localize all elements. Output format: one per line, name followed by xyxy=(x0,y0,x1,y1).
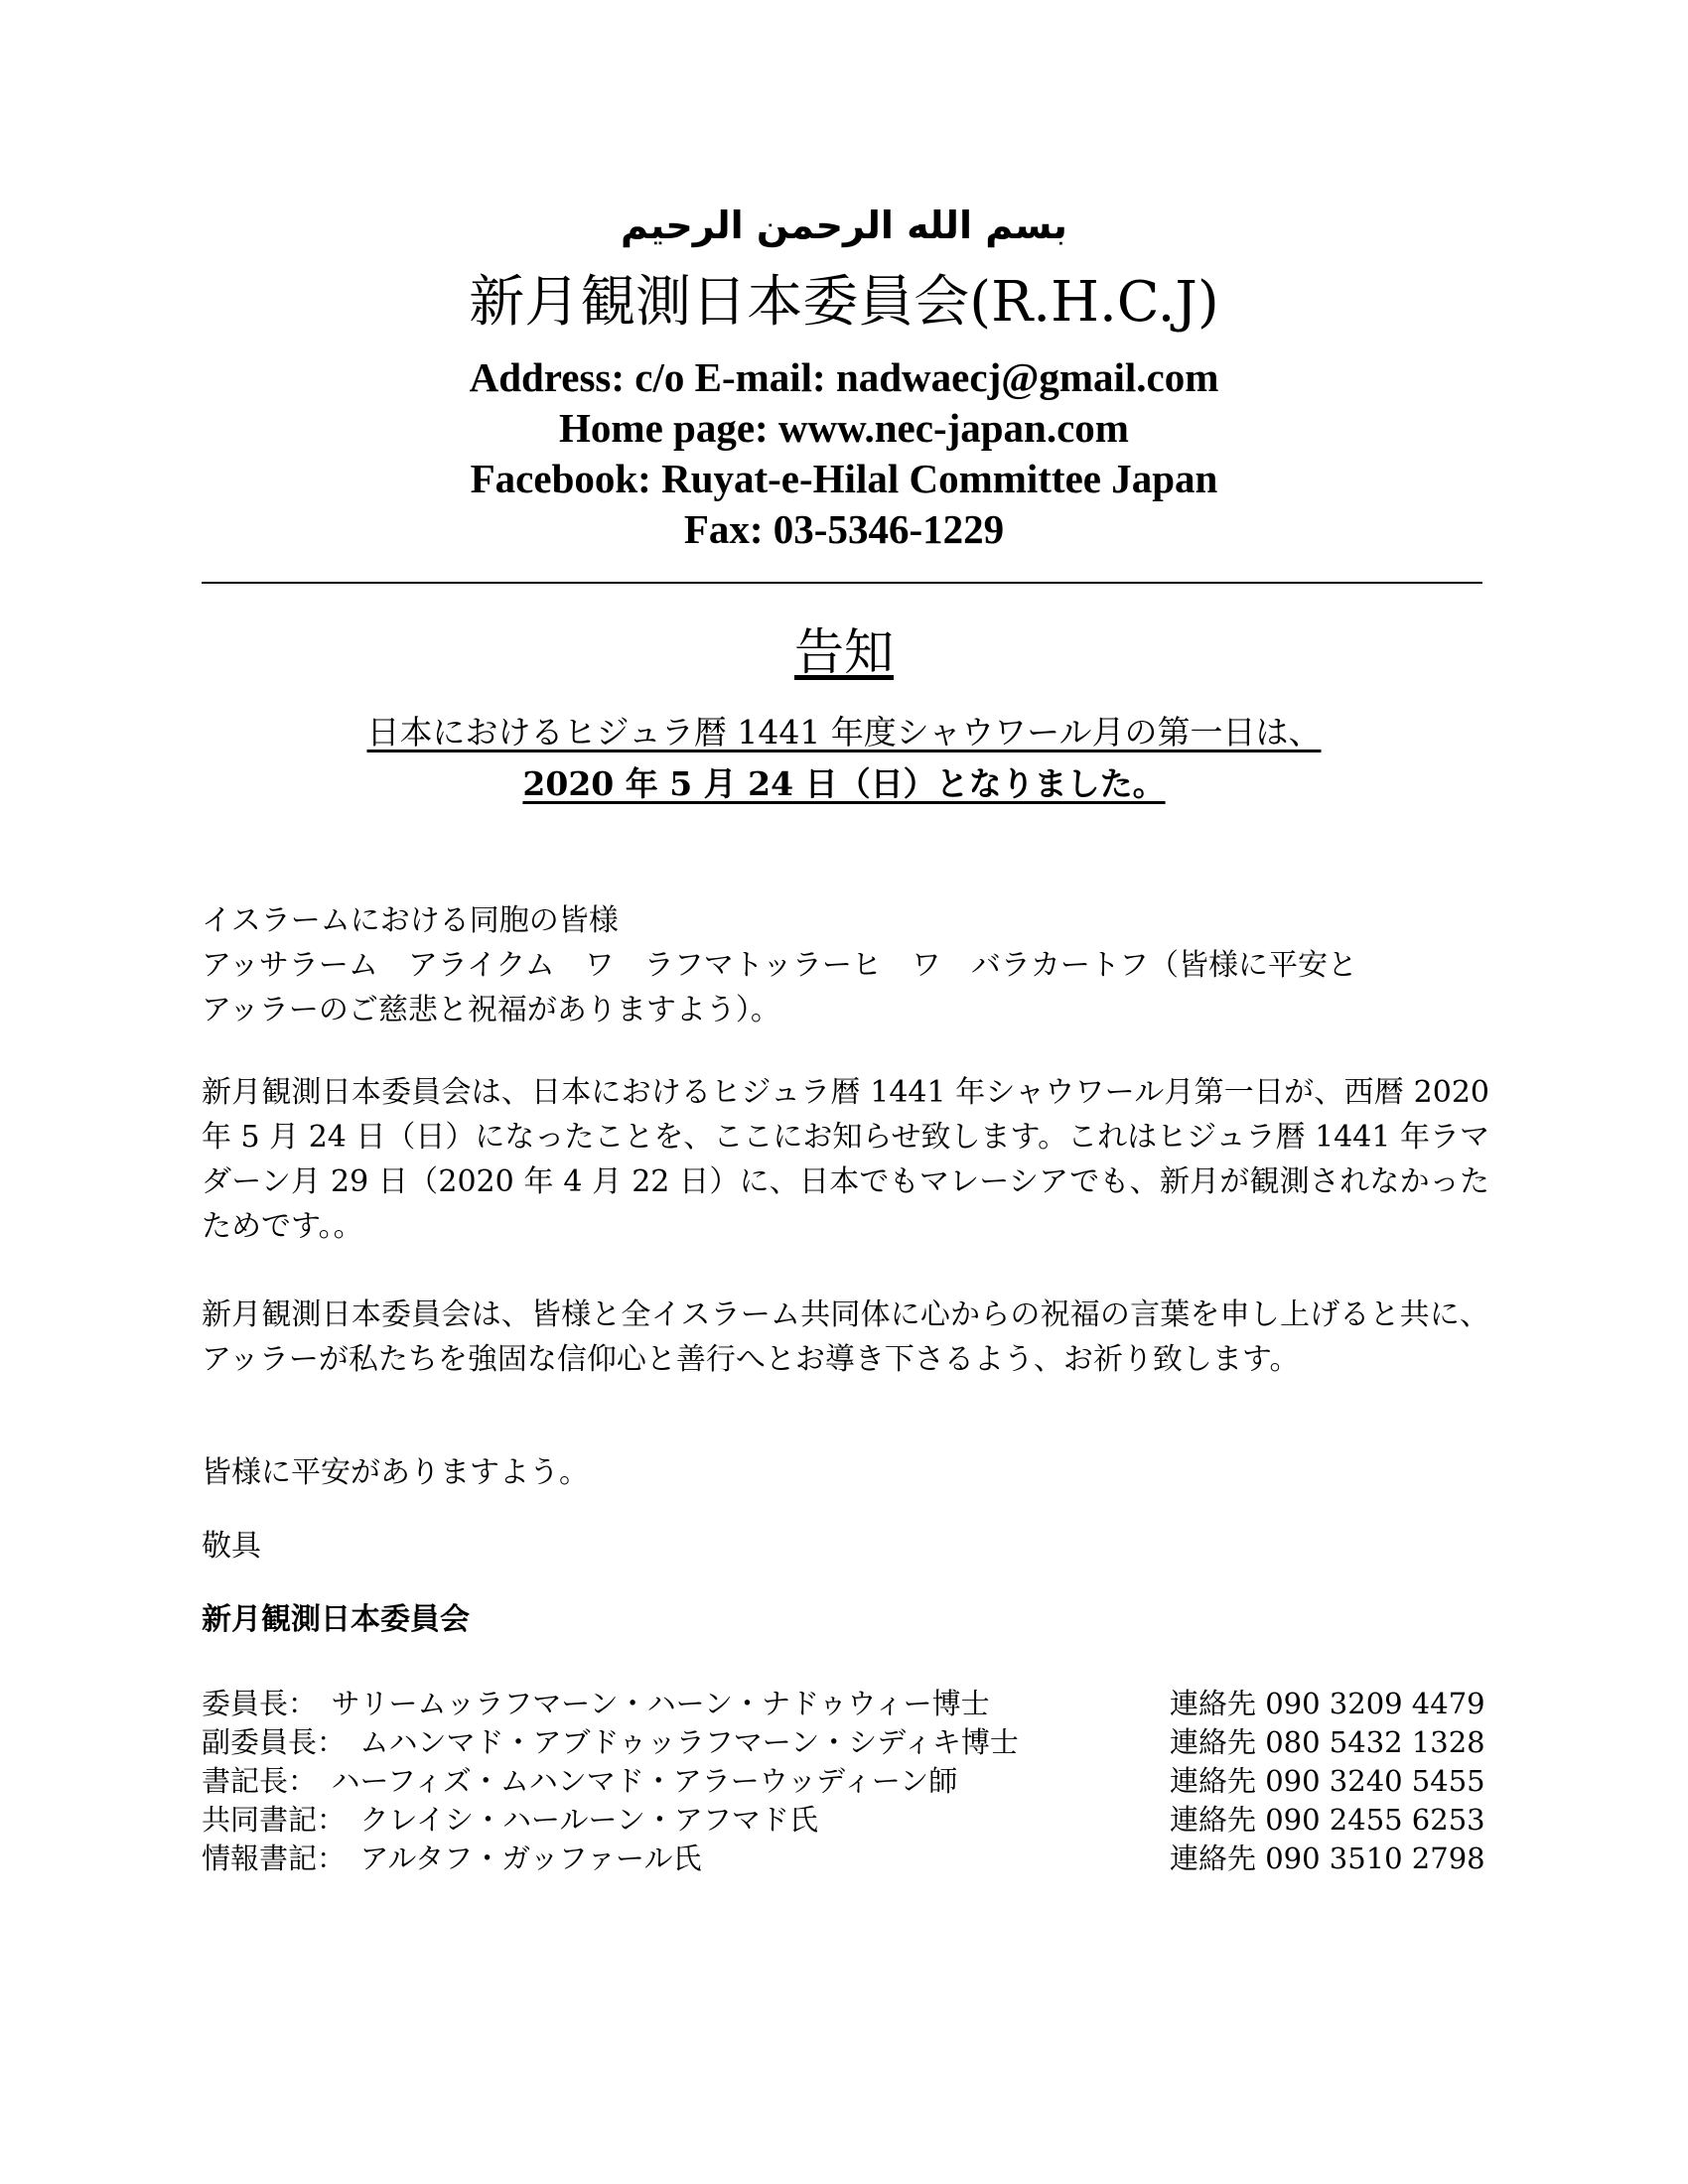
officer-row xyxy=(202,1840,1489,1878)
officer-row xyxy=(202,1723,1489,1762)
closing-peace: 皆様に平安がありますよう。 xyxy=(202,1455,589,1490)
officer-role-name: 共同書記： クレイシ・ハールーン・アフマド氏 xyxy=(202,1803,818,1837)
greeting-line-3: アッラーのご慈悲と祝福がありますよう）。 xyxy=(202,993,780,1027)
officer-contact: 連絡先 080 5432 1328 xyxy=(1170,1725,1485,1759)
officers-list xyxy=(202,1685,1489,1878)
fax-line: Fax: 03-5346-1229 xyxy=(683,506,1005,552)
greeting-block xyxy=(202,898,1489,1032)
officer-row xyxy=(202,1801,1489,1840)
announcement xyxy=(0,707,1688,810)
officer-role-name: 情報書記： アルタフ・ガッファール氏 xyxy=(202,1842,702,1875)
officer-role-name: 委員長： サリームッラフマーン・ハーン・ナドゥウィー博士 xyxy=(202,1687,990,1720)
closing-regards: 敬具 xyxy=(202,1529,261,1564)
contact-block xyxy=(0,352,1688,555)
officer-contact: 連絡先 090 3510 2798 xyxy=(1170,1842,1485,1875)
paragraph-blessing: 新月観測日本委員会は、皆様と全イスラーム共同体に心からの祝福の言葉を申し上げると共に、アッラーが私たちを強固な信仰心と善行へとお導き下さるよう、お祈り致します。 xyxy=(202,1297,1489,1377)
officer-role-name: 副委員長： ムハンマド・アブドゥッラフマーン・シディキ博士 xyxy=(202,1725,1019,1759)
bismillah-heading: بسم الله الرحمن الرحيم xyxy=(621,204,1067,247)
paragraph-announcement-detail: 新月観測日本委員会は、日本におけるヒジュラ暦 1441 年シャウワール月第一日が、西暦 2020 年 5 月 24 日（日）になったことを、ここにお知らせ致します。これはヒジュラ暦 1441 年ラマダーン月 29 日（2020 年 4 月 22 日）に、日本でもマレーシアでも、新月が観測されなかったためです。。 xyxy=(202,1075,1489,1244)
facebook-line: Facebook: Ruyat-e-Hilal Committee Japan xyxy=(470,456,1218,501)
greeting-line-2: アッサラーム アライクム ワ ラフマトッラーヒ ワ バラカートフ（皆様に平安と xyxy=(202,948,1357,983)
notice-title-text: 告知 xyxy=(794,623,894,681)
signature-organization: 新月観測日本委員会 xyxy=(202,1602,470,1637)
officer-row xyxy=(202,1762,1489,1801)
officer-contact: 連絡先 090 3209 4479 xyxy=(1170,1687,1485,1720)
homepage-line: Home page: www.nec-japan.com xyxy=(559,405,1129,451)
organization-title: 新月観測日本委員会(R.H.C.J) xyxy=(469,270,1219,335)
officer-contact: 連絡先 090 2455 6253 xyxy=(1170,1803,1485,1837)
greeting-line-1: イスラームにおける同胞の皆様 xyxy=(202,903,619,938)
announcement-line-1: 日本におけるヒジュラ暦 1441 年度シャウワール月の第一日は、 xyxy=(366,713,1322,751)
officer-contact: 連絡先 090 3240 5455 xyxy=(1170,1764,1485,1798)
notice-title xyxy=(0,620,1688,684)
header-divider xyxy=(202,582,1482,584)
announcement-line-2: 2020 年 5 月 24 日（日）となりました。 xyxy=(522,764,1166,803)
officer-role-name: 書記長： ハーフィズ・ムハンマド・アラーウッディーン師 xyxy=(202,1764,958,1798)
address-line: Address: c/o E-mail: nadwaecj@gmail.com xyxy=(469,354,1219,400)
officer-row xyxy=(202,1685,1489,1723)
